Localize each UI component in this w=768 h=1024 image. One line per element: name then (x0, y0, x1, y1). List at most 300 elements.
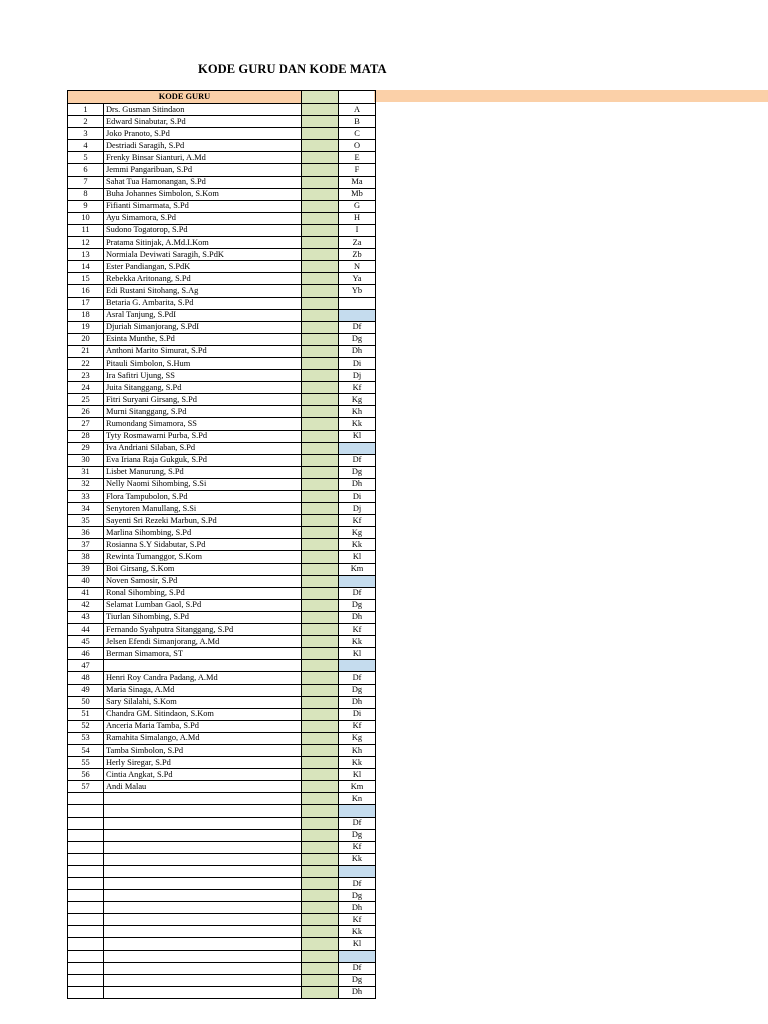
teacher-code: Kl (339, 551, 376, 563)
table-row (68, 285, 376, 297)
gap-cell (302, 370, 339, 382)
header-gap-cell (302, 91, 339, 104)
table-row (68, 599, 376, 611)
gap-cell (302, 708, 339, 720)
teacher-code: Kh (339, 744, 376, 756)
teacher-code: Dh (339, 345, 376, 357)
gap-cell (302, 333, 339, 345)
table-row (68, 841, 376, 853)
row-number: 35 (68, 515, 104, 527)
row-number: 24 (68, 382, 104, 394)
table-row (68, 672, 376, 684)
gap-cell (302, 865, 339, 877)
gap-cell (302, 224, 339, 236)
gap-cell (302, 551, 339, 563)
row-number: 17 (68, 297, 104, 309)
table-row (68, 660, 376, 672)
teacher-name (104, 938, 302, 950)
teacher-code: Dg (339, 466, 376, 478)
row-number: 44 (68, 624, 104, 636)
table-row (68, 805, 376, 817)
teacher-code: O (339, 140, 376, 152)
gap-cell (302, 273, 339, 285)
teacher-code: Df (339, 672, 376, 684)
teacher-name: Rebekka Aritonang, S.Pd (104, 273, 302, 285)
gap-cell (302, 926, 339, 938)
row-number: 11 (68, 224, 104, 236)
table-row (68, 188, 376, 200)
gap-cell (302, 152, 339, 164)
table-row (68, 732, 376, 744)
teacher-code: Mb (339, 188, 376, 200)
gap-cell (302, 853, 339, 865)
teacher-name: Betaria G. Ambarita, S.Pd (104, 297, 302, 309)
teacher-code: Dh (339, 696, 376, 708)
gap-cell (302, 478, 339, 490)
teacher-code: Di (339, 708, 376, 720)
teacher-name (104, 962, 302, 974)
gap-cell (302, 261, 339, 273)
table-row (68, 648, 376, 660)
teacher-name: Buha Johannes Simbolon, S.Kom (104, 188, 302, 200)
teacher-name: Lisbet Manurung, S.Pd (104, 466, 302, 478)
teacher-name: Henri Roy Candra Padang, A.Md (104, 672, 302, 684)
gap-cell (302, 599, 339, 611)
teacher-code: A (339, 104, 376, 116)
header-code-cell (339, 91, 376, 104)
teacher-name: Fitri Suryani Girsang, S.Pd (104, 394, 302, 406)
teacher-name: Ester Pandiangan, S.PdK (104, 261, 302, 273)
table-row (68, 128, 376, 140)
gap-cell (302, 418, 339, 430)
teacher-code: Df (339, 321, 376, 333)
row-number: 27 (68, 418, 104, 430)
gap-cell (302, 321, 339, 333)
teacher-name: Sahat Tua Hamonangan, S.Pd (104, 176, 302, 188)
teacher-name (104, 841, 302, 853)
teacher-name: Joko Pranoto, S.Pd (104, 128, 302, 140)
teacher-code: Kk (339, 926, 376, 938)
table-row (68, 430, 376, 442)
teacher-name: Sary Silalahi, S.Kom (104, 696, 302, 708)
row-number (68, 950, 104, 962)
teacher-name: Fernando Syahputra Sitanggang, S.Pd (104, 624, 302, 636)
table-row (68, 176, 376, 188)
header-kode-guru: KODE GURU (68, 91, 302, 104)
table-row (68, 442, 376, 454)
row-number: 57 (68, 781, 104, 793)
table-row (68, 962, 376, 974)
teacher-code: Kf (339, 624, 376, 636)
gap-cell (302, 128, 339, 140)
row-number: 42 (68, 599, 104, 611)
table-row (68, 333, 376, 345)
teacher-code: Dg (339, 829, 376, 841)
row-number: 29 (68, 442, 104, 454)
teacher-code: Di (339, 357, 376, 369)
table-row (68, 684, 376, 696)
teacher-name (104, 853, 302, 865)
table-row (68, 781, 376, 793)
teacher-name: Juita Sitanggang, S.Pd (104, 382, 302, 394)
teacher-name: Ramahita Simalango, A.Md (104, 732, 302, 744)
gap-cell (302, 309, 339, 321)
teacher-name (104, 793, 302, 805)
teacher-name: Murni Sitanggang, S.Pd (104, 406, 302, 418)
row-number: 15 (68, 273, 104, 285)
gap-cell (302, 769, 339, 781)
teacher-name: Ira Safitri Ujung, SS (104, 370, 302, 382)
row-number (68, 841, 104, 853)
teacher-code (339, 805, 376, 817)
row-number: 48 (68, 672, 104, 684)
teacher-code: Kl (339, 938, 376, 950)
row-number: 37 (68, 539, 104, 551)
teacher-code: Dg (339, 599, 376, 611)
gap-cell (302, 684, 339, 696)
gap-cell (302, 212, 339, 224)
teacher-code: Dh (339, 902, 376, 914)
row-number: 22 (68, 357, 104, 369)
row-number: 47 (68, 660, 104, 672)
row-number: 2 (68, 116, 104, 128)
row-number: 31 (68, 466, 104, 478)
teacher-code: Kk (339, 418, 376, 430)
gap-cell (302, 841, 339, 853)
row-number: 36 (68, 527, 104, 539)
table-row (68, 551, 376, 563)
page-title: KODE GURU DAN KODE MATA (198, 62, 387, 76)
teacher-code: Dh (339, 478, 376, 490)
teacher-name (104, 890, 302, 902)
teacher-name: Frenky Binsar Sianturi, A.Md (104, 152, 302, 164)
gap-cell (302, 914, 339, 926)
teacher-name: Sudono Togatorop, S.Pd (104, 224, 302, 236)
gap-cell (302, 962, 339, 974)
gap-cell (302, 986, 339, 998)
gap-cell (302, 781, 339, 793)
table-row (68, 140, 376, 152)
table-row (68, 345, 376, 357)
gap-cell (302, 491, 339, 503)
teacher-code: Df (339, 817, 376, 829)
teacher-name: Anceria Maria Tamba, S.Pd (104, 720, 302, 732)
row-number (68, 902, 104, 914)
row-number: 5 (68, 152, 104, 164)
teacher-code: C (339, 128, 376, 140)
gap-cell (302, 563, 339, 575)
teacher-code: Ya (339, 273, 376, 285)
teacher-name: Rewinta Tumanggor, S.Kom (104, 551, 302, 563)
row-number: 45 (68, 636, 104, 648)
table-row (68, 890, 376, 902)
table-row (68, 321, 376, 333)
teacher-code: Di (339, 491, 376, 503)
row-number (68, 817, 104, 829)
row-number (68, 986, 104, 998)
table-row (68, 478, 376, 490)
teacher-code: Kf (339, 720, 376, 732)
teacher-name: Jemmi Pangaribuan, S.Pd (104, 164, 302, 176)
table-row (68, 491, 376, 503)
teacher-code-table (67, 90, 376, 999)
row-number (68, 962, 104, 974)
teacher-name (104, 817, 302, 829)
table-row (68, 454, 376, 466)
teacher-code: Za (339, 237, 376, 249)
gap-cell (302, 382, 339, 394)
table-row (68, 611, 376, 623)
table-row (68, 382, 376, 394)
gap-cell (302, 757, 339, 769)
table-row (68, 817, 376, 829)
table-row (68, 200, 376, 212)
table-row (68, 708, 376, 720)
gap-cell (302, 394, 339, 406)
gap-cell (302, 515, 339, 527)
teacher-name (104, 805, 302, 817)
row-number: 18 (68, 309, 104, 321)
row-number (68, 878, 104, 890)
teacher-code: Zb (339, 249, 376, 261)
gap-cell (302, 454, 339, 466)
teacher-name: Pratama Sitinjak, A.Md.I.Kom (104, 237, 302, 249)
gap-cell (302, 878, 339, 890)
teacher-code: Df (339, 962, 376, 974)
row-number: 20 (68, 333, 104, 345)
table-row (68, 575, 376, 587)
teacher-code: Dg (339, 684, 376, 696)
teacher-name: Andi Malau (104, 781, 302, 793)
header-band (374, 90, 768, 102)
table-row (68, 394, 376, 406)
teacher-code (339, 309, 376, 321)
row-number (68, 853, 104, 865)
gap-cell (302, 297, 339, 309)
teacher-name: Sayenti Sri Rezeki Marbun, S.Pd (104, 515, 302, 527)
table-row (68, 624, 376, 636)
teacher-code (339, 575, 376, 587)
row-number: 55 (68, 757, 104, 769)
row-number: 25 (68, 394, 104, 406)
gap-cell (302, 974, 339, 986)
row-number: 26 (68, 406, 104, 418)
table-row (68, 986, 376, 998)
gap-cell (302, 442, 339, 454)
gap-cell (302, 805, 339, 817)
gap-cell (302, 793, 339, 805)
teacher-name (104, 926, 302, 938)
row-number (68, 914, 104, 926)
teacher-name: Jelsen Efendi Simanjorang, A.Md (104, 636, 302, 648)
teacher-code: Dj (339, 503, 376, 515)
row-number: 16 (68, 285, 104, 297)
row-number: 9 (68, 200, 104, 212)
teacher-code (339, 950, 376, 962)
row-number: 49 (68, 684, 104, 696)
gap-cell (302, 430, 339, 442)
row-number (68, 890, 104, 902)
gap-cell (302, 575, 339, 587)
teacher-code: Dg (339, 890, 376, 902)
row-number: 56 (68, 769, 104, 781)
table-row (68, 273, 376, 285)
teacher-name: Pitauli Simbolon, S.Hum (104, 357, 302, 369)
teacher-name (104, 902, 302, 914)
table-row (68, 370, 376, 382)
teacher-code: Km (339, 563, 376, 575)
teacher-name: Berman Simamora, ST (104, 648, 302, 660)
teacher-name (104, 974, 302, 986)
teacher-name: Marlina Sihombing, S.Pd (104, 527, 302, 539)
gap-cell (302, 660, 339, 672)
gap-cell (302, 624, 339, 636)
teacher-name: Edward Sinabutar, S.Pd (104, 116, 302, 128)
table-row (68, 152, 376, 164)
teacher-name: Asral Tanjung, S.PdI (104, 309, 302, 321)
row-number: 4 (68, 140, 104, 152)
row-number: 3 (68, 128, 104, 140)
gap-cell (302, 345, 339, 357)
teacher-name: Herly Siregar, S.Pd (104, 757, 302, 769)
teacher-code: Dg (339, 974, 376, 986)
table-row (68, 527, 376, 539)
row-number: 7 (68, 176, 104, 188)
row-number: 38 (68, 551, 104, 563)
teacher-code: Kk (339, 539, 376, 551)
teacher-code: Kk (339, 853, 376, 865)
teacher-code: Kh (339, 406, 376, 418)
teacher-code: H (339, 212, 376, 224)
row-number: 51 (68, 708, 104, 720)
table-row (68, 865, 376, 877)
table-row (68, 515, 376, 527)
gap-cell (302, 188, 339, 200)
teacher-name: Chandra GM. Sitindaon, S.Kom (104, 708, 302, 720)
row-number: 40 (68, 575, 104, 587)
row-number (68, 865, 104, 877)
teacher-code: Df (339, 878, 376, 890)
teacher-code: I (339, 224, 376, 236)
gap-cell (302, 720, 339, 732)
teacher-name: Cintia Angkat, S.Pd (104, 769, 302, 781)
gap-cell (302, 672, 339, 684)
gap-cell (302, 200, 339, 212)
table-row (68, 757, 376, 769)
row-number (68, 926, 104, 938)
table-row (68, 744, 376, 756)
teacher-code: Kf (339, 841, 376, 853)
teacher-name: Tyty Rosmawarni Purba, S.Pd (104, 430, 302, 442)
table-row (68, 563, 376, 575)
teacher-name: Tamba Simbolon, S.Pd (104, 744, 302, 756)
teacher-name: Tiurlan Sihombing, S.Pd (104, 611, 302, 623)
table-row (68, 769, 376, 781)
teacher-code (339, 660, 376, 672)
table-row (68, 164, 376, 176)
row-number: 13 (68, 249, 104, 261)
teacher-code: Dg (339, 333, 376, 345)
gap-cell (302, 164, 339, 176)
table-row (68, 636, 376, 648)
row-number (68, 805, 104, 817)
table-row (68, 793, 376, 805)
table-row (68, 853, 376, 865)
table-row (68, 357, 376, 369)
teacher-code: Kl (339, 648, 376, 660)
table-row (68, 926, 376, 938)
row-number: 33 (68, 491, 104, 503)
teacher-code (339, 442, 376, 454)
table-row (68, 950, 376, 962)
table-row (68, 104, 376, 116)
teacher-code: Yb (339, 285, 376, 297)
teacher-code: Kg (339, 394, 376, 406)
teacher-name (104, 660, 302, 672)
gap-cell (302, 503, 339, 515)
table-row (68, 224, 376, 236)
table-row (68, 878, 376, 890)
row-number: 10 (68, 212, 104, 224)
gap-cell (302, 237, 339, 249)
teacher-name: Boi Girsang, S.Kom (104, 563, 302, 575)
gap-cell (302, 950, 339, 962)
teacher-name: Rosianna S.Y Sidabutar, S.Pd (104, 539, 302, 551)
teacher-name: Rumondang Simamora, SS (104, 418, 302, 430)
row-number: 6 (68, 164, 104, 176)
gap-cell (302, 732, 339, 744)
teacher-name: Djuriah Simanjorang, S.PdI (104, 321, 302, 333)
gap-cell (302, 249, 339, 261)
table-row (68, 938, 376, 950)
teacher-code: F (339, 164, 376, 176)
table-row (68, 261, 376, 273)
gap-cell (302, 587, 339, 599)
teacher-name (104, 865, 302, 877)
row-number: 30 (68, 454, 104, 466)
gap-cell (302, 938, 339, 950)
teacher-code: Kn (339, 793, 376, 805)
row-number (68, 938, 104, 950)
teacher-code: Kf (339, 515, 376, 527)
teacher-name (104, 829, 302, 841)
teacher-code: Kk (339, 757, 376, 769)
row-number: 12 (68, 237, 104, 249)
row-number: 32 (68, 478, 104, 490)
teacher-code: Df (339, 454, 376, 466)
teacher-name: Ronal Sihombing, S.Pd (104, 587, 302, 599)
gap-cell (302, 890, 339, 902)
teacher-code: Kl (339, 430, 376, 442)
teacher-code: Km (339, 781, 376, 793)
gap-cell (302, 357, 339, 369)
teacher-name: Noven Samosir, S.Pd (104, 575, 302, 587)
table-row (68, 696, 376, 708)
gap-cell (302, 406, 339, 418)
teacher-code: G (339, 200, 376, 212)
teacher-name: Esinta Munthe, S.Pd (104, 333, 302, 345)
row-number: 41 (68, 587, 104, 599)
row-number: 1 (68, 104, 104, 116)
gap-cell (302, 466, 339, 478)
teacher-code: Kk (339, 636, 376, 648)
table-row (68, 249, 376, 261)
row-number (68, 829, 104, 841)
gap-cell (302, 902, 339, 914)
teacher-code: Df (339, 587, 376, 599)
row-number: 46 (68, 648, 104, 660)
teacher-code: Dh (339, 986, 376, 998)
